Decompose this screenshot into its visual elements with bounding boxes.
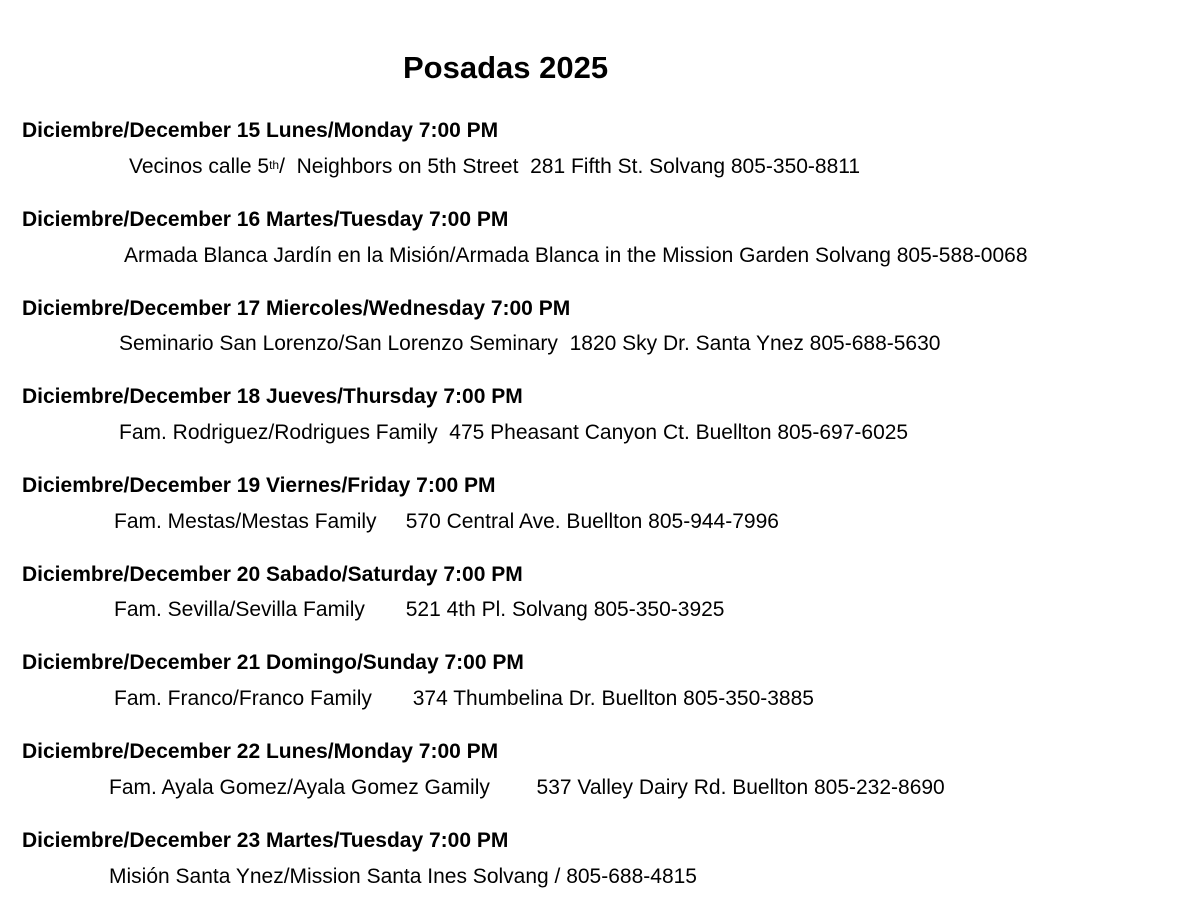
page-title: Posadas 2025 xyxy=(403,50,609,85)
entry-detail: Fam. Ayala Gomez/Ayala Gomez Gamily 537 Valley Dairy Rd. Buellton 805-232-8690 xyxy=(109,776,945,799)
entry-detail-post: / Neighbors on 5th Street 281 Fifth St. Solvang 805-350-8811 xyxy=(279,155,861,178)
entry-detail: Fam. Sevilla/Sevilla Family 521 4th Pl. Solvang 805-350-3925 xyxy=(114,598,725,621)
entry-detail: Seminario San Lorenzo/San Lorenzo Seminary 1820 Sky Dr. Santa Ynez 805-688-5630 xyxy=(119,332,941,355)
entry-detail xyxy=(129,154,860,180)
entry-detail: Fam. Mestas/Mestas Family 570 Central Ave. Buellton 805-944-7996 xyxy=(114,510,779,533)
entry-date: Diciembre/December 19 Viernes/Friday 7:00 PM xyxy=(22,474,496,497)
entry-date: Diciembre/December 18 Jueves/Thursday 7:00 PM xyxy=(22,385,523,408)
entry-detail-pre: Vecinos calle 5 xyxy=(129,155,270,178)
entry-date: Diciembre/December 20 Sabado/Saturday 7:00 PM xyxy=(22,563,523,586)
entry-date: Diciembre/December 17 Miercoles/Wednesday 7:00 PM xyxy=(22,297,571,320)
entry-date: Diciembre/December 16 Martes/Tuesday 7:00 PM xyxy=(22,208,509,231)
entry-detail: Armada Blanca Jardín en la Misión/Armada Blanca in the Mission Garden Solvang 805-588-0068 xyxy=(124,244,1028,267)
entry-detail-superscript: th xyxy=(269,158,280,172)
entry-date: Diciembre/December 15 Lunes/Monday 7:00 PM xyxy=(22,119,499,142)
entry-date: Diciembre/December 23 Martes/Tuesday 7:00 PM xyxy=(22,829,509,852)
entry-detail: Misión Santa Ynez/Mission Santa Ines Solvang / 805-688-4815 xyxy=(109,865,697,888)
entry-detail: Fam. Rodriguez/Rodrigues Family 475 Pheasant Canyon Ct. Buellton 805-697-6025 xyxy=(119,421,909,444)
entry-date: Diciembre/December 21 Domingo/Sunday 7:00 PM xyxy=(22,651,524,674)
entry-detail: Fam. Franco/Franco Family 374 Thumbelina Dr. Buellton 805-350-3885 xyxy=(114,687,814,710)
entry-date: Diciembre/December 22 Lunes/Monday 7:00 PM xyxy=(22,740,499,763)
